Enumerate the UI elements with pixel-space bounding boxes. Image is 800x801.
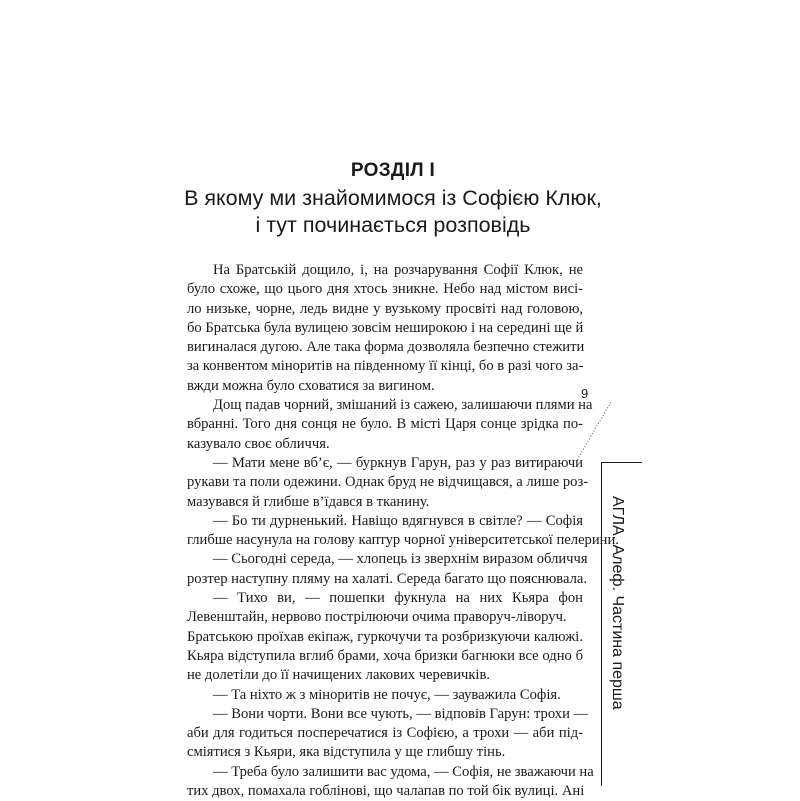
text-line: Дощ падав чорний, змішаний із сажею, залишаючи плями на — [213, 397, 593, 414]
text-line: Братською проїхав екіпаж, гуркочучи та розбризкуючи калюжі. — [187, 628, 583, 645]
text-line: Кьяра відступила вглиб брами, хоча бризки багнюки все одно б — [187, 647, 583, 664]
text-line: ло низьке, чорне, ледь видне у вузькому просвіті над головою, — [187, 300, 583, 317]
text-line: вигиналася дугою. Але така форма дозволяла безпечно стежити — [187, 339, 585, 356]
text-line: — Мати мене вб’є, — буркнув Гарун, раз у раз витираючи — [213, 454, 583, 471]
chapter-title — [180, 185, 606, 239]
text-line: аби для годиться посперечатися із Софією, а трохи — аби під- — [187, 725, 583, 742]
text-line: вбранні. Того дня сонця не було. В місті Царя сонце зрідка по- — [187, 416, 583, 433]
text-line: рукави та поли одежини. Однак бруд не відчищався, а лише роз- — [187, 474, 589, 491]
text-line: казувало своє обличчя. — [187, 435, 330, 452]
dotted-divider — [575, 400, 615, 464]
text-line: не долетіли до її начищених лакових черевичків. — [187, 667, 491, 684]
text-line: розтер наступну пляму на халаті. Середа багато що пояснювала. — [187, 570, 587, 587]
text-line: було схоже, що цього дня хтось зникне. Небо над містом висі- — [187, 281, 583, 298]
text-line: На Братській дощило, і, на розчарування Софії Клюк, не — [213, 262, 583, 278]
text-line: за конвентом міноритів на південному її кінці, бо в разі чого за- — [187, 358, 584, 375]
text-line: мазувався й глибше в’їдався в тканину. — [187, 493, 430, 510]
text-line: глибше насунула на голову каптур чорної університетської пелерини. — [187, 532, 619, 549]
text-line: — Сьогодні середа, — хлопець із зверхнім виразом обличчя — [213, 551, 588, 568]
text-line: бо Братська була вулицею зовсім неширокою і на середині ще й — [187, 319, 584, 336]
text-line: — Бо ти дурненький. Навіщо вдягнувся в світле? — Софія — [213, 512, 583, 529]
text-line: Левенштайн, нервово пострілюючи очима праворуч-ліворуч. — [187, 609, 567, 626]
text-line: — Та ніхто ж з міноритів не почує, — зауважила Софія. — [213, 686, 561, 703]
chapter-title-line: В якому ми знайомимося із Софією Клюк, — [184, 186, 602, 210]
text-line: — Вони чорти. Вони все чують, — відповів Гарун: трохи — — [213, 705, 589, 722]
text-line: — Тихо ви, — пошепки фукнула на них Кьяра фон — [213, 590, 583, 607]
text-line: вжди можна було сховатися за вигином. — [187, 377, 435, 394]
text-line: сміятися з Кьяри, яка відступила у ще глибшу тінь. — [187, 744, 506, 761]
running-head: АГЛА. Алеф. Частина перша — [609, 496, 626, 710]
chapter-title-line: і тут починається розповідь — [255, 213, 531, 237]
text-line: — Треба було залишити вас удома, — Софія, не зважаючи на — [213, 763, 594, 780]
text-line: тих двох, помахала гоблінові, що чалапав по той бік вулиці. Ані — [187, 783, 585, 800]
chapter-label: РОЗДІЛ І — [350, 160, 436, 181]
page-number: 9 — [581, 386, 589, 401]
